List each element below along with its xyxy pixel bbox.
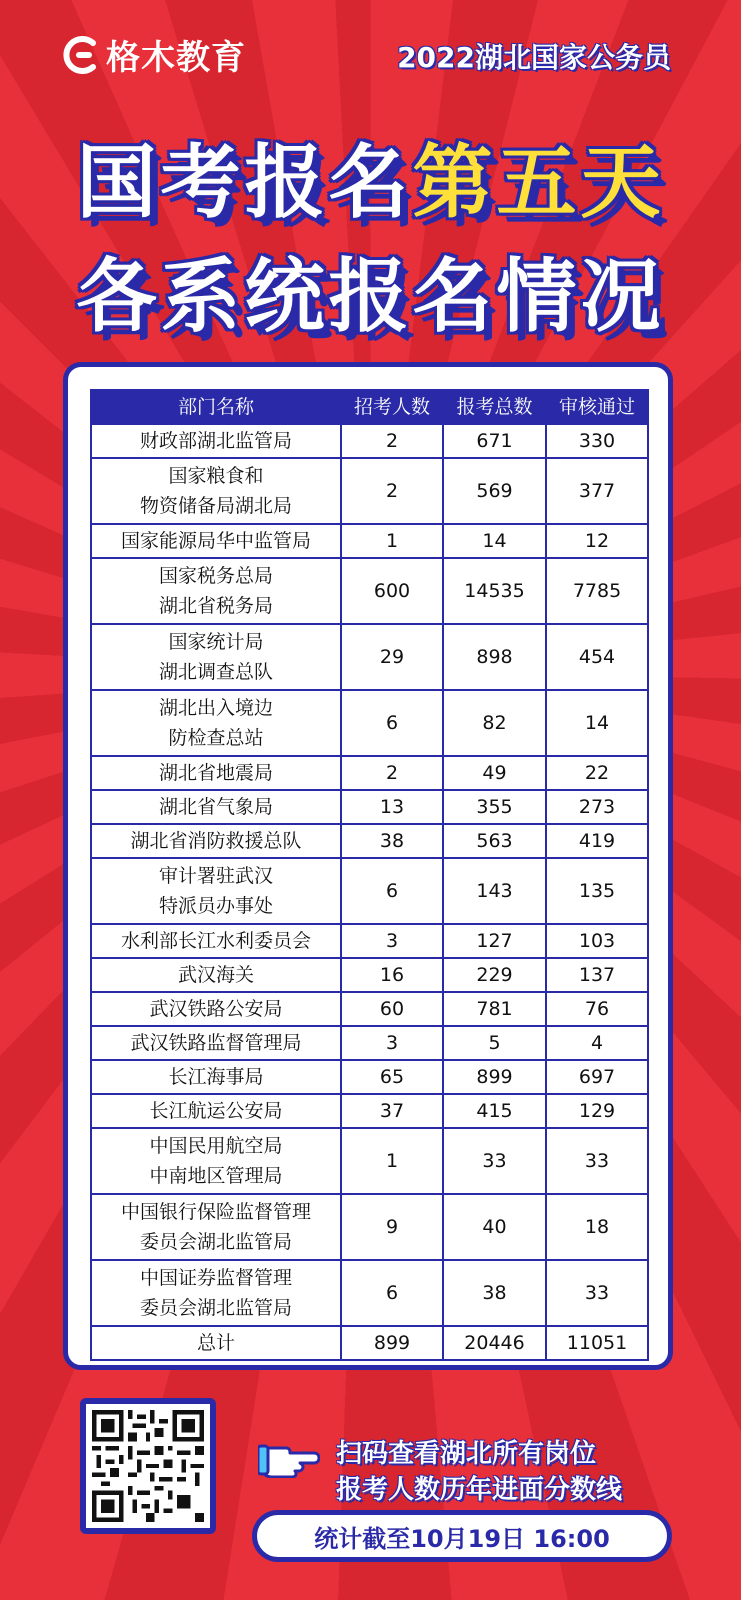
cell-applicants: 33 (443, 1128, 546, 1194)
table-row (91, 858, 648, 924)
registration-table (90, 389, 649, 1361)
cell-approved: 377 (546, 458, 648, 524)
dept-name-line: 国家税务总局 (158, 565, 273, 587)
header (0, 0, 741, 110)
dept-name-line: 武汉铁路公安局 (149, 998, 283, 1020)
cell-applicants: 229 (443, 958, 546, 992)
cell-applicants: 14535 (443, 558, 546, 624)
cell-applicants: 127 (443, 924, 546, 958)
cell-applicants: 14 (443, 524, 546, 558)
brand-logo[interactable] (60, 30, 246, 79)
cell-recruit: 3 (341, 924, 443, 958)
pointing-hand-icon (258, 1432, 320, 1478)
headline-highlight: 第五天 (412, 136, 665, 229)
cell-dept (91, 1026, 341, 1060)
cell-recruit: 1 (341, 1128, 443, 1194)
cell-approved: 129 (546, 1094, 648, 1128)
cell-applicants: 20446 (443, 1326, 546, 1360)
cell-applicants: 671 (443, 424, 546, 458)
cell-approved: 419 (546, 824, 648, 858)
table-row (91, 1060, 648, 1094)
cell-approved: 18 (546, 1194, 648, 1260)
dept-name-line: 湖北省气象局 (158, 796, 273, 818)
dept-name-line: 财政部湖北监管局 (139, 430, 292, 452)
cell-recruit: 60 (341, 992, 443, 1026)
cell-recruit: 3 (341, 1026, 443, 1060)
cell-approved: 103 (546, 924, 648, 958)
qr-code-icon (92, 1410, 204, 1522)
cell-applicants: 415 (443, 1094, 546, 1128)
dept-name-line: 国家能源局华中监管局 (120, 530, 311, 552)
cell-dept (91, 958, 341, 992)
dept-name-line: 湖北省地震局 (158, 762, 273, 784)
cell-dept (91, 858, 341, 924)
cell-applicants: 899 (443, 1060, 546, 1094)
qr-code[interactable] (80, 1398, 216, 1534)
cell-applicants: 82 (443, 690, 546, 756)
cell-approved: 697 (546, 1060, 648, 1094)
cell-recruit: 9 (341, 1194, 443, 1260)
table-row (91, 1194, 648, 1260)
dept-name-line: 国家统计局 (168, 631, 264, 653)
cell-approved: 76 (546, 992, 648, 1026)
header-recruit: 招考人数 (341, 390, 443, 424)
dept-name-line: 防检查总站 (168, 727, 264, 749)
cell-approved: 4 (546, 1026, 648, 1060)
cell-dept (91, 1260, 341, 1326)
dept-name-line: 总计 (196, 1332, 235, 1354)
table-row (91, 558, 648, 624)
cell-recruit: 6 (341, 1260, 443, 1326)
dept-name-line: 武汉海关 (177, 964, 254, 986)
cell-applicants: 49 (443, 756, 546, 790)
cell-dept (91, 690, 341, 756)
promo-line-1: 扫码查看湖北所有岗位 (336, 1439, 597, 1469)
cell-recruit: 2 (341, 424, 443, 458)
table-row (91, 424, 648, 458)
cell-applicants: 569 (443, 458, 546, 524)
cell-dept (91, 790, 341, 824)
cell-approved: 14 (546, 690, 648, 756)
logo-text: 格木教育 (106, 38, 246, 78)
headline-main: 国考报名 (76, 136, 413, 229)
dept-name-line: 武汉铁路监督管理局 (130, 1032, 302, 1054)
cell-approved: 22 (546, 756, 648, 790)
cell-approved: 135 (546, 858, 648, 924)
cell-recruit: 6 (341, 690, 443, 756)
cell-approved: 137 (546, 958, 648, 992)
dept-name-line: 中国民用航空局 (149, 1135, 283, 1157)
cell-approved: 273 (546, 790, 648, 824)
cell-dept (91, 458, 341, 524)
table-header-row (91, 390, 648, 424)
cell-recruit: 13 (341, 790, 443, 824)
table-row (91, 1026, 648, 1060)
header-approved: 审核通过 (546, 390, 648, 424)
cell-recruit: 37 (341, 1094, 443, 1128)
dept-name-line: 物资储备局湖北局 (139, 495, 292, 517)
cell-recruit: 29 (341, 624, 443, 690)
table-row (91, 756, 648, 790)
dept-name-line: 特派员办事处 (158, 895, 273, 917)
dept-name-line: 长江航运公安局 (149, 1100, 283, 1122)
cell-applicants: 781 (443, 992, 546, 1026)
cell-approved: 7785 (546, 558, 648, 624)
cell-approved: 454 (546, 624, 648, 690)
table-row (91, 824, 648, 858)
cell-approved: 33 (546, 1128, 648, 1194)
dept-name-line: 湖北调查总队 (158, 661, 273, 683)
cell-dept (91, 558, 341, 624)
cell-applicants: 5 (443, 1026, 546, 1060)
cell-recruit: 2 (341, 458, 443, 524)
cell-recruit: 65 (341, 1060, 443, 1094)
cell-dept (91, 424, 341, 458)
header-dept: 部门名称 (91, 390, 341, 424)
cell-dept (91, 524, 341, 558)
table-row (91, 1260, 648, 1326)
dept-name-line: 审计署驻武汉 (158, 865, 273, 887)
cell-dept (91, 1094, 341, 1128)
deadline-badge: 统计截至10月19日 16:00 (252, 1510, 672, 1562)
table-row (91, 992, 648, 1026)
dept-name-line: 长江海事局 (168, 1066, 264, 1088)
cell-recruit: 600 (341, 558, 443, 624)
cell-approved: 33 (546, 1260, 648, 1326)
table-row (91, 1326, 648, 1360)
header-applicants: 报考总数 (443, 390, 546, 424)
cell-applicants: 143 (443, 858, 546, 924)
cell-approved: 330 (546, 424, 648, 458)
cell-applicants: 898 (443, 624, 546, 690)
table-row (91, 624, 648, 690)
cell-dept (91, 824, 341, 858)
dept-name-line: 委员会湖北监管局 (139, 1231, 292, 1253)
cell-recruit: 6 (341, 858, 443, 924)
headline-line-2: 各系统报名情况 (76, 250, 665, 343)
exam-subject: 2022湖北国家公务员 (397, 41, 671, 74)
dept-name-line: 中国证券监督管理 (139, 1267, 292, 1289)
dept-name-line: 湖北出入境边 (158, 697, 273, 719)
dept-name-line: 湖北省消防救援总队 (130, 830, 302, 852)
logo-mark-icon (60, 35, 100, 75)
cell-recruit: 899 (341, 1326, 443, 1360)
table-row (91, 1128, 648, 1194)
promo-line-2: 报考人数历年进面分数线 (336, 1475, 623, 1505)
headline-line-1 (0, 118, 741, 233)
cell-applicants: 40 (443, 1194, 546, 1260)
cell-applicants: 355 (443, 790, 546, 824)
cell-dept (91, 1326, 341, 1360)
cell-recruit: 16 (341, 958, 443, 992)
table-row (91, 458, 648, 524)
cell-applicants: 38 (443, 1260, 546, 1326)
cell-applicants: 563 (443, 824, 546, 858)
cell-approved: 11051 (546, 1326, 648, 1360)
dept-name-line: 国家粮食和 (168, 465, 264, 487)
dept-name-line: 水利部长江水利委员会 (120, 930, 311, 952)
stats-card (63, 362, 673, 1370)
table-row (91, 924, 648, 958)
cell-dept (91, 924, 341, 958)
table-row (91, 790, 648, 824)
cell-dept (91, 1060, 341, 1094)
cell-dept (91, 992, 341, 1026)
table-row (91, 690, 648, 756)
cell-recruit: 1 (341, 524, 443, 558)
dept-name-line: 中国银行保险监督管理 (120, 1201, 311, 1223)
cell-recruit: 38 (341, 824, 443, 858)
table-row (91, 1094, 648, 1128)
cell-recruit: 2 (341, 756, 443, 790)
cell-dept (91, 1194, 341, 1260)
dept-name-line: 湖北省税务局 (158, 595, 273, 617)
table-row (91, 958, 648, 992)
cell-dept (91, 1128, 341, 1194)
cell-dept (91, 756, 341, 790)
cell-dept (91, 624, 341, 690)
table-row (91, 524, 648, 558)
dept-name-line: 委员会湖北监管局 (139, 1297, 292, 1319)
dept-name-line: 中南地区管理局 (149, 1165, 283, 1187)
cell-approved: 12 (546, 524, 648, 558)
table-body (91, 424, 648, 1360)
